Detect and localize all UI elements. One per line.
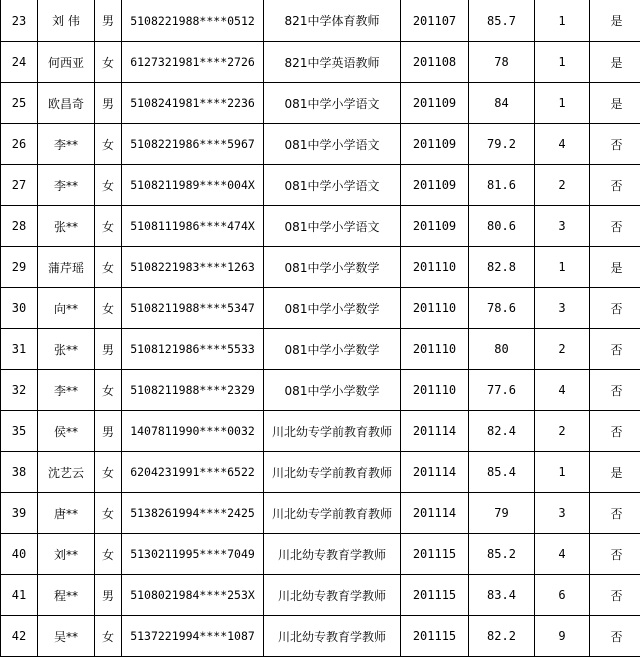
- rank-cell: 3: [535, 288, 590, 329]
- name-cell: 蒲芹瑶: [38, 247, 95, 288]
- id-number-cell: 5108241981****2236: [122, 83, 264, 124]
- position-cell: 川北幼专学前教育教师: [264, 411, 401, 452]
- name-cell: 侯**: [38, 411, 95, 452]
- gender-cell: 男: [95, 575, 122, 616]
- position-code-cell: 201115: [401, 575, 469, 616]
- position-cell: 川北幼专教育学教师: [264, 616, 401, 657]
- position-code-cell: 201110: [401, 247, 469, 288]
- score-cell: 81.6: [469, 165, 535, 206]
- result-cell: 否: [590, 288, 640, 329]
- gender-cell: 女: [95, 616, 122, 657]
- position-code-cell: 201114: [401, 452, 469, 493]
- score-cell: 78: [469, 42, 535, 83]
- table-body: [1, 0, 640, 657]
- name-cell: 吴**: [38, 616, 95, 657]
- id-number-cell: 5138261994****2425: [122, 493, 264, 534]
- gender-cell: 女: [95, 206, 122, 247]
- seq-cell: 40: [1, 534, 38, 575]
- rank-cell: 1: [535, 452, 590, 493]
- name-cell: 程**: [38, 575, 95, 616]
- position-code-cell: 201110: [401, 288, 469, 329]
- name-cell: 李**: [38, 165, 95, 206]
- id-number-cell: 5108221986****5967: [122, 124, 264, 165]
- rank-cell: 1: [535, 0, 590, 42]
- seq-cell: 32: [1, 370, 38, 411]
- gender-cell: 男: [95, 329, 122, 370]
- score-cell: 83.4: [469, 575, 535, 616]
- rank-cell: 2: [535, 165, 590, 206]
- position-cell: 川北幼专学前教育教师: [264, 452, 401, 493]
- gender-cell: 女: [95, 452, 122, 493]
- id-number-cell: 6127321981****2726: [122, 42, 264, 83]
- position-code-cell: 201109: [401, 83, 469, 124]
- id-number-cell: 5108221983****1263: [122, 247, 264, 288]
- position-code-cell: 201114: [401, 493, 469, 534]
- id-number-cell: 6204231991****6522: [122, 452, 264, 493]
- position-code-cell: 201115: [401, 616, 469, 657]
- seq-cell: 24: [1, 42, 38, 83]
- score-cell: 77.6: [469, 370, 535, 411]
- score-cell: 82.2: [469, 616, 535, 657]
- rank-cell: 4: [535, 124, 590, 165]
- seq-cell: 28: [1, 206, 38, 247]
- table-row: [1, 534, 640, 575]
- seq-cell: 30: [1, 288, 38, 329]
- table-row: [1, 124, 640, 165]
- id-number-cell: 5108121986****5533: [122, 329, 264, 370]
- seq-cell: 35: [1, 411, 38, 452]
- position-cell: 821中学英语教师: [264, 42, 401, 83]
- score-cell: 78.6: [469, 288, 535, 329]
- id-number-cell: 5108211988****2329: [122, 370, 264, 411]
- id-number-cell: 5137221994****1087: [122, 616, 264, 657]
- table-row: [1, 452, 640, 493]
- score-cell: 85.7: [469, 0, 535, 42]
- rank-cell: 3: [535, 493, 590, 534]
- position-code-cell: 201108: [401, 42, 469, 83]
- rank-cell: 3: [535, 206, 590, 247]
- result-cell: 否: [590, 534, 640, 575]
- position-code-cell: 201110: [401, 329, 469, 370]
- result-cell: 否: [590, 575, 640, 616]
- score-cell: 79: [469, 493, 535, 534]
- result-cell: 否: [590, 165, 640, 206]
- table-row: [1, 0, 640, 42]
- score-cell: 82.8: [469, 247, 535, 288]
- gender-cell: 女: [95, 288, 122, 329]
- result-cell: 否: [590, 206, 640, 247]
- table-row: [1, 288, 640, 329]
- result-cell: 是: [590, 452, 640, 493]
- id-number-cell: 5108211988****5347: [122, 288, 264, 329]
- name-cell: 欧昌奇: [38, 83, 95, 124]
- position-cell: 川北幼专教育学教师: [264, 575, 401, 616]
- table-row: [1, 165, 640, 206]
- table-row: [1, 83, 640, 124]
- score-cell: 80: [469, 329, 535, 370]
- position-code-cell: 201115: [401, 534, 469, 575]
- id-number-cell: 1407811990****0032: [122, 411, 264, 452]
- position-cell: 081中学小学语文: [264, 83, 401, 124]
- position-cell: 081中学小学数学: [264, 247, 401, 288]
- table-row: [1, 206, 640, 247]
- seq-cell: 26: [1, 124, 38, 165]
- position-cell: 081中学小学语文: [264, 124, 401, 165]
- seq-cell: 41: [1, 575, 38, 616]
- position-code-cell: 201109: [401, 165, 469, 206]
- rank-cell: 9: [535, 616, 590, 657]
- score-cell: 85.4: [469, 452, 535, 493]
- score-cell: 80.6: [469, 206, 535, 247]
- position-cell: 821中学体育教师: [264, 0, 401, 42]
- table-row: [1, 329, 640, 370]
- result-cell: 否: [590, 411, 640, 452]
- table-row: [1, 247, 640, 288]
- table-row: [1, 616, 640, 657]
- position-cell: 川北幼专教育学教师: [264, 534, 401, 575]
- result-cell: 否: [590, 329, 640, 370]
- id-number-cell: 5108221988****0512: [122, 0, 264, 42]
- name-cell: 张**: [38, 206, 95, 247]
- seq-cell: 42: [1, 616, 38, 657]
- name-cell: 何西亚: [38, 42, 95, 83]
- score-cell: 82.4: [469, 411, 535, 452]
- gender-cell: 女: [95, 534, 122, 575]
- seq-cell: 39: [1, 493, 38, 534]
- gender-cell: 女: [95, 370, 122, 411]
- id-number-cell: 5108211989****004X: [122, 165, 264, 206]
- name-cell: 张**: [38, 329, 95, 370]
- name-cell: 刘 伟: [38, 0, 95, 42]
- rank-cell: 2: [535, 329, 590, 370]
- table-row: [1, 575, 640, 616]
- position-cell: 081中学小学语文: [264, 165, 401, 206]
- gender-cell: 女: [95, 247, 122, 288]
- gender-cell: 男: [95, 83, 122, 124]
- seq-cell: 23: [1, 0, 38, 42]
- result-cell: 否: [590, 616, 640, 657]
- position-cell: 川北幼专学前教育教师: [264, 493, 401, 534]
- score-cell: 85.2: [469, 534, 535, 575]
- rank-cell: 4: [535, 370, 590, 411]
- position-code-cell: 201107: [401, 0, 469, 42]
- gender-cell: 女: [95, 42, 122, 83]
- rank-cell: 1: [535, 83, 590, 124]
- gender-cell: 女: [95, 165, 122, 206]
- rank-cell: 6: [535, 575, 590, 616]
- result-cell: 否: [590, 493, 640, 534]
- id-number-cell: 5108021984****253X: [122, 575, 264, 616]
- rank-cell: 1: [535, 247, 590, 288]
- seq-cell: 29: [1, 247, 38, 288]
- result-cell: 否: [590, 370, 640, 411]
- gender-cell: 女: [95, 493, 122, 534]
- rank-cell: 2: [535, 411, 590, 452]
- seq-cell: 25: [1, 83, 38, 124]
- name-cell: 李**: [38, 124, 95, 165]
- position-cell: 081中学小学数学: [264, 329, 401, 370]
- score-cell: 84: [469, 83, 535, 124]
- result-cell: 是: [590, 247, 640, 288]
- name-cell: 向**: [38, 288, 95, 329]
- position-code-cell: 201110: [401, 370, 469, 411]
- gender-cell: 男: [95, 411, 122, 452]
- name-cell: 唐**: [38, 493, 95, 534]
- result-cell: 否: [590, 124, 640, 165]
- position-code-cell: 201114: [401, 411, 469, 452]
- score-cell: 79.2: [469, 124, 535, 165]
- position-cell: 081中学小学语文: [264, 206, 401, 247]
- table-row: [1, 42, 640, 83]
- name-cell: 沈艺云: [38, 452, 95, 493]
- result-cell: 是: [590, 83, 640, 124]
- position-cell: 081中学小学数学: [264, 370, 401, 411]
- id-number-cell: 5108111986****474X: [122, 206, 264, 247]
- name-cell: 刘**: [38, 534, 95, 575]
- table-row: [1, 493, 640, 534]
- gender-cell: 男: [95, 0, 122, 42]
- result-cell: 是: [590, 0, 640, 42]
- result-cell: 是: [590, 42, 640, 83]
- table-row: [1, 370, 640, 411]
- position-code-cell: 201109: [401, 206, 469, 247]
- table-row: [1, 411, 640, 452]
- position-code-cell: 201109: [401, 124, 469, 165]
- rank-cell: 4: [535, 534, 590, 575]
- position-cell: 081中学小学数学: [264, 288, 401, 329]
- seq-cell: 31: [1, 329, 38, 370]
- id-number-cell: 5130211995****7049: [122, 534, 264, 575]
- gender-cell: 女: [95, 124, 122, 165]
- seq-cell: 27: [1, 165, 38, 206]
- rank-cell: 1: [535, 42, 590, 83]
- seq-cell: 38: [1, 452, 38, 493]
- name-cell: 李**: [38, 370, 95, 411]
